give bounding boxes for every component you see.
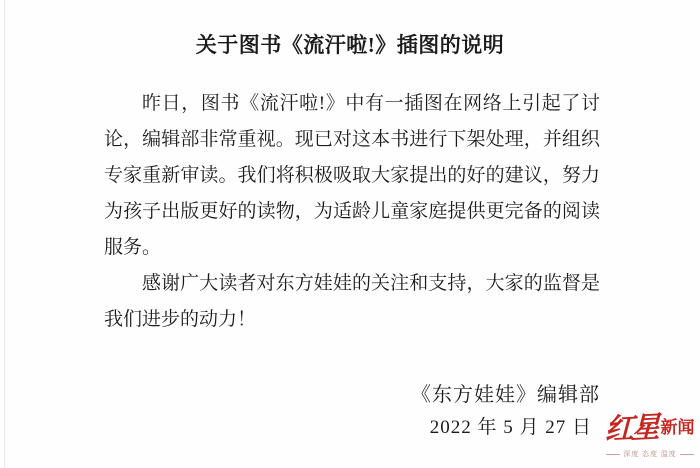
document-body — [104, 86, 600, 338]
red-star-news-logo — [603, 411, 697, 458]
tagline-text: 深度 态度 温度 — [623, 450, 677, 458]
body-line: 我们进步的动力！ — [104, 309, 257, 330]
date: 2022 年 5 月 27 日 — [429, 417, 592, 438]
body-line: 昨日，图书《流汗啦!》中有一插图在网络上引起了讨 — [142, 93, 600, 114]
logo-block-text: 新闻 — [660, 418, 695, 437]
page-edge-line — [4, 0, 5, 468]
signature: 《东方娃娃》编辑部 — [411, 384, 600, 406]
logo-script-text: 红星 — [605, 411, 658, 447]
body-line: 专家重新审读。我们将积极吸取大家提出的好的建议，努力 — [104, 165, 600, 186]
body-line: 感谢广大读者对东方娃娃的关注和支持，大家的监督是 — [142, 273, 600, 294]
logo-tagline — [603, 451, 697, 458]
red-star-news-wordmark — [603, 411, 697, 448]
body-line: 为孩子出版更好的读物，为适龄儿童家庭提供更完备的阅读 — [104, 201, 600, 222]
body-line: 论，编辑部非常重视。现已对这本书进行下架处理，并组织 — [104, 129, 600, 150]
body-line: 服务。 — [104, 237, 162, 258]
tagline-dash-left — [606, 454, 620, 455]
document-title: 关于图书《流汗啦!》插图的说明 — [195, 33, 505, 57]
tagline-dash-right — [680, 454, 694, 455]
